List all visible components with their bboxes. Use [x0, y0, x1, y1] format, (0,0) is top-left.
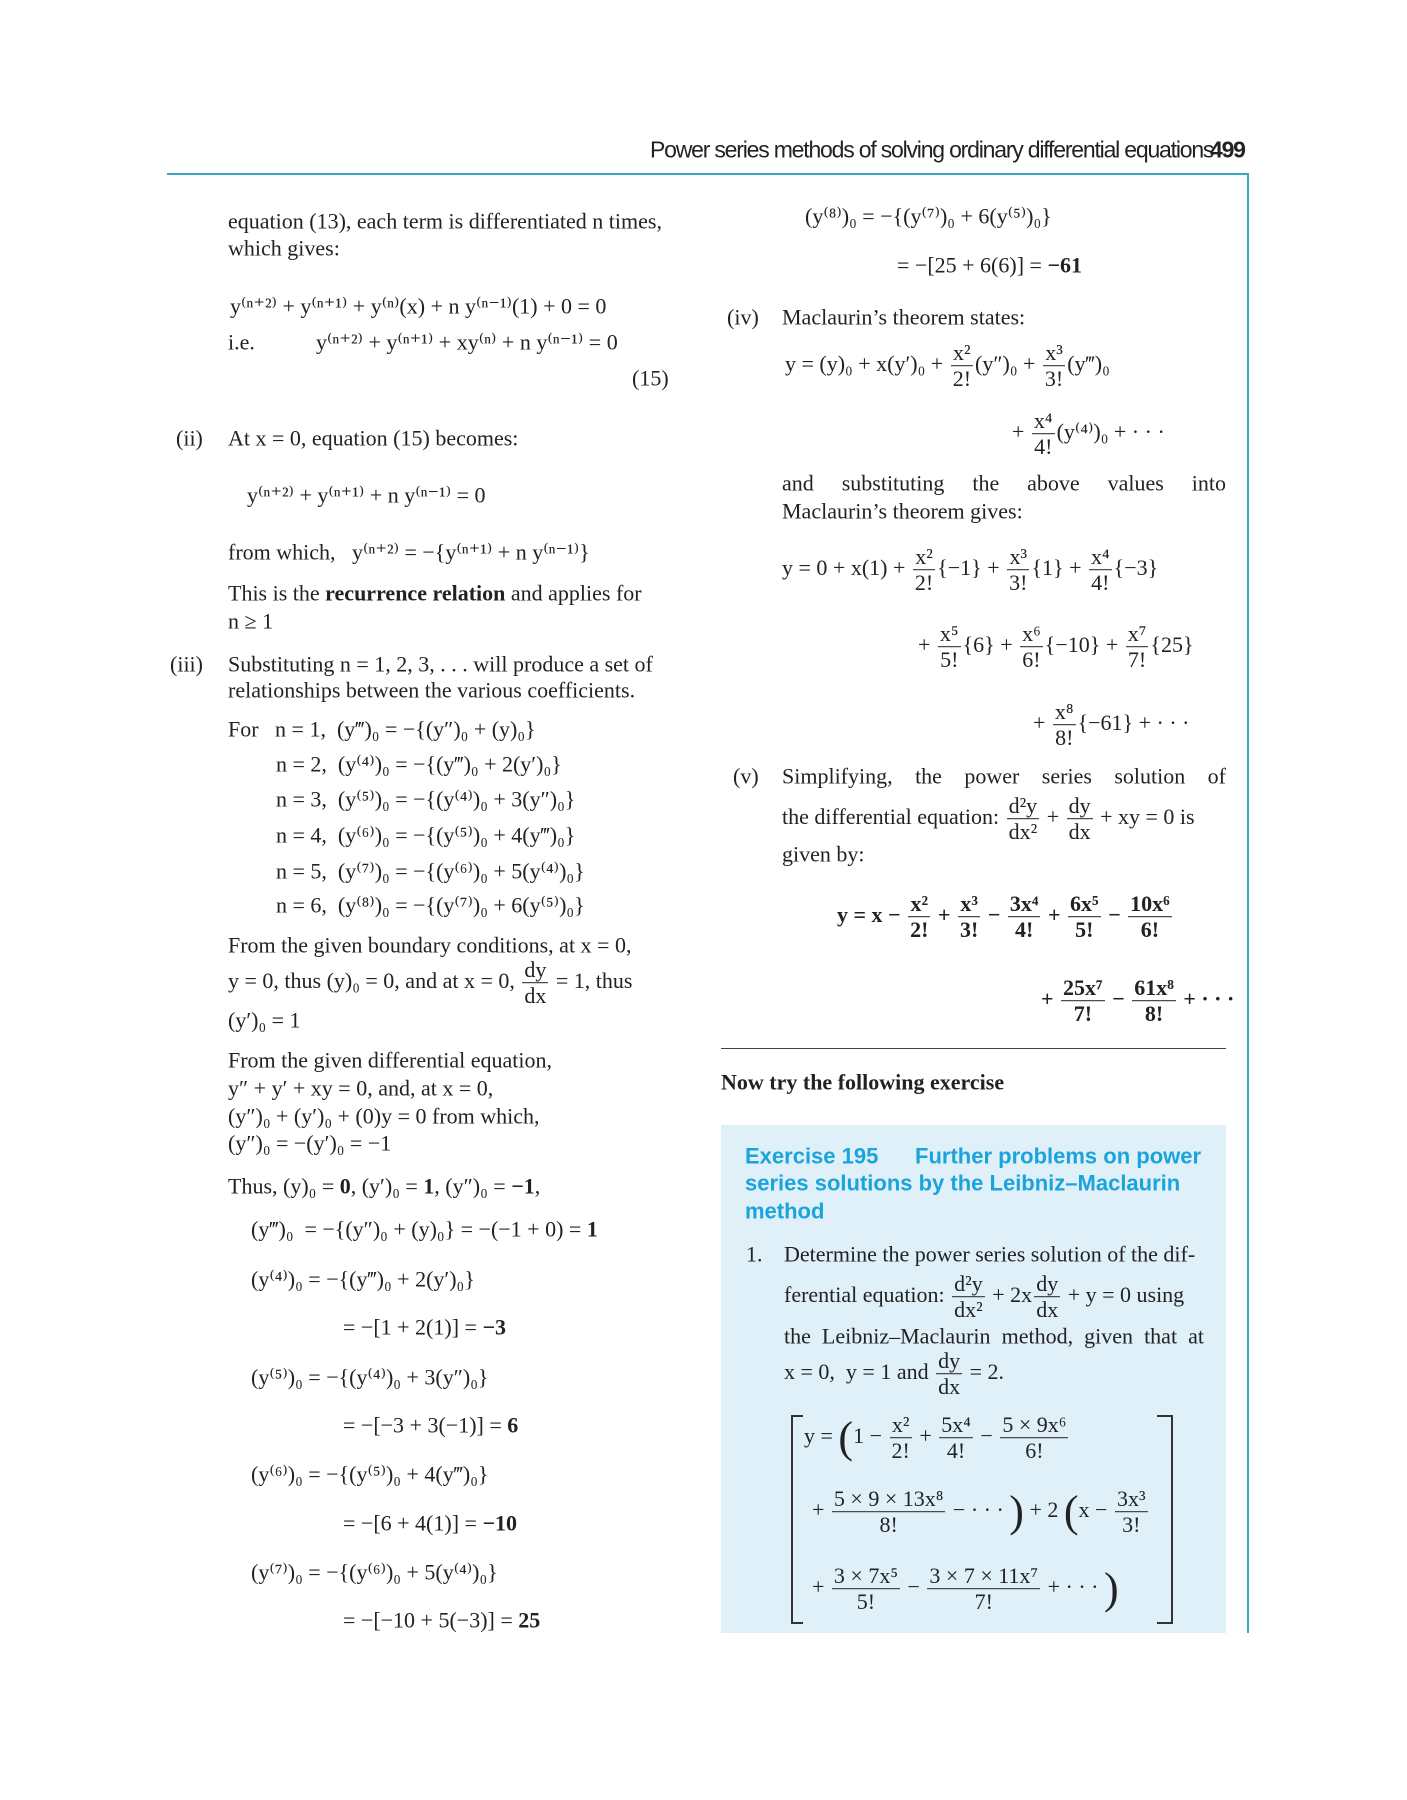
bold-text: + [932, 902, 956, 928]
math-text: y″ + y′ + xy = 0, and, at x = 0, [228, 1075, 494, 1101]
exercise-title: series solutions by the Leibniz–Maclaurin [745, 1170, 1181, 1196]
fraction-numerator: 61x⁸ [1134, 975, 1174, 1001]
fraction-numerator: 5 × 9 × 13x⁸ [833, 1486, 944, 1512]
bold-text: 0 [339, 1173, 351, 1199]
math-text: , (y′)₀ = [350, 1173, 424, 1199]
math-text: n ≥ 1 [228, 608, 274, 634]
math-text: At x = 0, equation (15) becomes: [228, 425, 519, 451]
fraction [1032, 408, 1055, 460]
bold-text: 1 [586, 1216, 598, 1242]
equation [1033, 699, 1190, 751]
fraction-numerator: 3 × 7x⁵ [833, 1563, 898, 1589]
equation [276, 858, 585, 883]
bold-text: 6 [507, 1412, 519, 1438]
step-label [727, 304, 759, 329]
fraction-denominator: 2! [914, 570, 934, 596]
math-text: {−3} [1113, 555, 1159, 581]
math-text: − · · · [947, 1497, 1010, 1523]
fraction-denominator: 4! [1014, 917, 1034, 943]
math-text: = −[1 + 2(1)] = [343, 1314, 483, 1340]
bold-text: −3 [482, 1314, 506, 1340]
math-text: {6} + [962, 632, 1019, 658]
fraction-numerator: x³ [958, 891, 980, 917]
math-text: y = (y)₀ + x(y′)₀ + [785, 351, 949, 377]
math-text: n = 3, (y⁽⁵⁾)₀ = −{(y⁽⁴⁾)₀ + 3(y″)₀} [276, 786, 576, 812]
fraction-denominator: 7! [974, 1589, 993, 1615]
math-text: (y⁽⁶⁾)₀ = −{(y⁽⁵⁾)₀ + 4(y‴)₀} [251, 1461, 489, 1487]
fraction-denominator: dx [1068, 819, 1091, 845]
fraction-denominator: 8! [1144, 1001, 1164, 1027]
fraction [890, 1412, 912, 1464]
text-line [782, 304, 1025, 329]
bold-text: 25 [518, 1607, 541, 1633]
fraction-numerator: x⁷ [1127, 621, 1147, 647]
fraction-denominator: 2! [891, 1438, 910, 1464]
math-text: n = 4, (y⁽⁶⁾)₀ = −{(y⁽⁵⁾)₀ + 4(y‴)₀} [276, 822, 576, 848]
math-text: (y″)₀ + (y′)₀ + (0)y = 0 from which, [228, 1103, 540, 1129]
fraction-numerator: dy [1036, 1271, 1059, 1297]
math-text: (y⁽⁸⁾)₀ = −{(y⁽⁷⁾)₀ + 6(y⁽⁵⁾)₀} [805, 203, 1052, 229]
fraction-numerator: dy [524, 957, 547, 983]
text-line [782, 498, 1023, 523]
math-text: + [1012, 419, 1030, 445]
fraction-numerator: 25x⁷ [1063, 975, 1103, 1001]
math-text: and substituting the above values into [782, 470, 1226, 496]
fraction [1007, 544, 1029, 596]
equation [276, 751, 562, 776]
answer-line [812, 1563, 1119, 1615]
fraction [1053, 699, 1076, 751]
math-text: Simplifying, the power series solution of [782, 763, 1226, 789]
math-text: , (y″)₀ = [434, 1173, 512, 1199]
fraction-numerator: x² [890, 1412, 912, 1438]
math-text: {1} + [1031, 555, 1087, 581]
running-header-title: Power series methods of solving ordinary differential equations [650, 136, 1214, 163]
equation [228, 539, 590, 564]
fraction-numerator: 6x⁵ [1069, 891, 1099, 917]
text-line [228, 957, 632, 1009]
equation [251, 1559, 498, 1584]
fraction-denominator: 7! [1073, 1001, 1093, 1027]
math-text: Determine the power series solution of the dif- [784, 1241, 1196, 1267]
math-text: n = 2, (y⁽⁴⁾)₀ = −{(y‴)₀ + 2(y′)₀} [276, 751, 562, 777]
math-text: = −[6 + 4(1)] = [343, 1510, 483, 1536]
fraction-denominator: 4! [1091, 570, 1110, 596]
bold-text: − [982, 902, 1006, 928]
equation [247, 482, 486, 507]
math-text: = 2. [964, 1359, 1005, 1385]
bold-text: y = x − [837, 902, 907, 928]
math-text: {25} [1150, 632, 1194, 658]
fraction-numerator: 10x⁶ [1130, 891, 1170, 917]
equation [251, 1461, 488, 1486]
fraction-denominator: 6! [1022, 647, 1041, 673]
fraction-denominator: 4! [946, 1438, 966, 1464]
math-text: (y⁽⁴⁾)₀ = −{(y‴)₀ + 2(y′)₀} [251, 1266, 475, 1292]
fraction-denominator: 6! [1140, 917, 1160, 943]
math-text: + y = 0 using [1062, 1282, 1185, 1308]
math-text: + [1041, 804, 1065, 830]
fraction [908, 891, 930, 943]
fraction-numerator: x² [913, 544, 935, 570]
bold-text: + · · · [1177, 986, 1235, 1012]
math-text: (y⁽⁵⁾)₀ = −{(y⁽⁴⁾)₀ + 3(y″)₀} [251, 1364, 489, 1390]
step-label [176, 425, 203, 450]
header-rule [167, 173, 1248, 175]
math-text: and applies for [505, 580, 642, 606]
math-text: = −[−10 + 5(−3)] = [343, 1607, 519, 1633]
fraction-denominator: 6! [1025, 1438, 1044, 1464]
fraction-denominator: dx [938, 1374, 961, 1400]
fraction [1067, 793, 1093, 845]
fraction-numerator: x² [951, 340, 973, 366]
fraction [1034, 1271, 1060, 1323]
text-line [228, 208, 662, 233]
fraction-numerator: x⁵ [939, 621, 959, 647]
math-text: y = 0, thus (y)₀ = 0, and at x = 0, [228, 968, 521, 994]
math-text: n = 5, (y⁽⁷⁾)₀ = −{(y⁽⁶⁾)₀ + 5(y⁽⁴⁾)₀} [276, 858, 585, 884]
fraction-numerator: x⁸ [1054, 699, 1074, 725]
math-text: + xy = 0 is [1094, 804, 1195, 830]
equation [785, 340, 1110, 392]
fraction-denominator: 5! [940, 647, 959, 673]
math-text: This is the [228, 580, 326, 606]
bold-text: −10 [482, 1510, 517, 1536]
text-line [228, 1103, 540, 1128]
equation [316, 329, 618, 354]
math-text: = 1, thus [550, 968, 633, 994]
text-line [228, 329, 255, 354]
text-line [228, 651, 653, 676]
equation [805, 203, 1052, 228]
math-text: For n = 1, (y‴)₀ = −{(y″)₀ + (y)₀} [228, 716, 536, 742]
math-text: (y‴)₀ [1067, 351, 1110, 377]
text-line [228, 1007, 301, 1032]
fraction-numerator: 3 × 7 × 11x⁷ [929, 1563, 1039, 1589]
exercise-intro: Now try the following exercise [721, 1069, 1005, 1095]
equation [343, 1314, 506, 1339]
equation [782, 544, 1158, 596]
fraction-denominator: 5! [1075, 917, 1094, 943]
math-text: 1 − [853, 1423, 888, 1449]
math-text: (y⁽⁴⁾)₀ + · · · [1056, 419, 1165, 445]
math-text: ferential equation: [784, 1282, 951, 1308]
text-line [228, 580, 642, 605]
fraction-denominator: dx [1036, 1297, 1059, 1323]
step-label [733, 763, 759, 788]
fraction-denominator: dx² [954, 1297, 983, 1323]
equation [230, 293, 606, 318]
math-text: + [1033, 710, 1051, 736]
fraction [958, 891, 980, 943]
math-text: + [918, 632, 936, 658]
math-text: y = [804, 1423, 839, 1449]
fraction-numerator: 3x³ [1116, 1486, 1146, 1512]
math-text: x = 0, y = 1 and [784, 1359, 935, 1385]
math-text: (15) [632, 365, 669, 391]
math-text: − [974, 1423, 999, 1449]
fraction-denominator: 7! [1127, 647, 1147, 673]
exercise-title: Exercise 195 Further problems on power [745, 1143, 1202, 1169]
fraction-numerator: 5 × 9x⁶ [1002, 1412, 1067, 1438]
text-line [228, 677, 635, 702]
fraction [913, 544, 935, 596]
fraction-denominator: 2! [952, 366, 972, 392]
question-text [784, 1241, 1195, 1266]
fraction [1126, 621, 1149, 673]
text-line [782, 763, 1226, 788]
equation [251, 1266, 475, 1291]
text-line [782, 470, 1226, 495]
fraction [936, 1348, 962, 1400]
math-text: Substituting n = 1, 2, 3, . . . will produce a set of [228, 651, 653, 677]
math-text: + [812, 1497, 830, 1523]
math-text: x − [1078, 1497, 1113, 1523]
math-text: y⁽ⁿ⁺²⁾ + y⁽ⁿ⁺¹⁾ + y⁽ⁿ⁾(x) + n y⁽ⁿ⁻¹⁾(1) + 0 = 0 [230, 293, 607, 319]
fraction-numerator: dy [1068, 793, 1091, 819]
fraction-numerator: d²y [1008, 793, 1038, 819]
equation [897, 252, 1082, 277]
math-text: (y″)₀ + [975, 351, 1041, 377]
math-text: − [902, 1574, 926, 1600]
math-text: (y‴)₀ = −{(y″)₀ + (y)₀} = −(−1 + 0) = [251, 1216, 587, 1242]
step-label [170, 651, 203, 676]
equation [1012, 408, 1165, 460]
math-text: y = 0 + x(1) + [782, 555, 911, 581]
math-text: {−61} + · · · [1077, 710, 1190, 736]
math-text: given by: [782, 841, 865, 867]
fraction-denominator: 3! [959, 917, 979, 943]
equation [343, 1412, 518, 1437]
fraction [951, 340, 973, 392]
math-text: the differential equation: [782, 804, 1005, 830]
large-parenthesis: ) [1009, 1487, 1024, 1536]
fraction [1128, 891, 1172, 943]
fraction-denominator: dx² [1008, 819, 1038, 845]
math-text: + 2x [986, 1282, 1033, 1308]
equation [251, 1364, 488, 1389]
text-line [228, 608, 273, 633]
section-divider [721, 1048, 1226, 1049]
fraction-numerator: x² [908, 891, 930, 917]
math-text: (y⁽⁷⁾)₀ = −{(y⁽⁶⁾)₀ + 5(y⁽⁴⁾)₀} [251, 1559, 498, 1585]
math-text: Maclaurin’s theorem states: [782, 304, 1026, 330]
margin-rule [1247, 173, 1249, 1633]
fraction [1020, 621, 1043, 673]
math-text: + [913, 1423, 938, 1449]
bold-text: 1 [423, 1173, 435, 1199]
math-text: Maclaurin’s theorem gives: [782, 498, 1023, 524]
math-text: equation (13), each term is differentiated n times, [228, 208, 662, 234]
text-line [228, 1075, 493, 1100]
math-text: + [812, 1574, 830, 1600]
question-text [784, 1271, 1184, 1323]
fraction [1000, 1412, 1068, 1464]
math-text: from which, y⁽ⁿ⁺²⁾ = −{y⁽ⁿ⁺¹⁾ + n y⁽ⁿ⁻¹⁾} [228, 539, 590, 565]
math-text: = −[25 + 6(6)] = [897, 252, 1048, 278]
math-text: n = 6, (y⁽⁸⁾)₀ = −{(y⁽⁷⁾)₀ + 6(y⁽⁵⁾)₀} [276, 892, 585, 918]
math-text: {−1} + [937, 555, 1006, 581]
solution-equation [1041, 975, 1234, 1027]
fraction [939, 1412, 973, 1464]
exercise-title: method [745, 1198, 825, 1224]
fraction-numerator: 5x⁴ [941, 1412, 971, 1438]
fraction [1068, 891, 1101, 943]
bold-text: recurrence relation [325, 580, 506, 606]
math-text: i.e. [228, 329, 255, 355]
equation [276, 822, 575, 847]
bold-text: + [1041, 986, 1060, 1012]
bold-text: −1 [511, 1173, 535, 1199]
text-line [782, 793, 1195, 845]
text-line [782, 841, 865, 866]
fraction-denominator: 3! [1009, 570, 1028, 596]
math-text: y⁽ⁿ⁺²⁾ + y⁽ⁿ⁺¹⁾ + xy⁽ⁿ⁾ + n y⁽ⁿ⁻¹⁾ = 0 [316, 329, 618, 355]
math-text: {−10} + [1044, 632, 1124, 658]
fraction-denominator: 2! [910, 917, 929, 943]
fraction-denominator: 8! [879, 1512, 898, 1538]
fraction [952, 1271, 985, 1323]
fraction-denominator: dx [524, 983, 547, 1009]
equation [918, 621, 1194, 673]
text-line [228, 1130, 391, 1155]
fraction [927, 1563, 1040, 1615]
math-text: = −[−3 + 3(−1)] = [343, 1412, 508, 1438]
fraction [1008, 891, 1041, 943]
math-text: relationships between the various coefficients. [228, 677, 636, 703]
bold-text: + [1042, 902, 1066, 928]
fraction [832, 1486, 945, 1538]
fraction-denominator: 5! [856, 1589, 876, 1615]
math-text: , [534, 1173, 541, 1199]
math-text: (iii) [170, 651, 203, 677]
question-number: 1. [746, 1241, 763, 1267]
answer-line [804, 1412, 1070, 1464]
fraction [1007, 793, 1040, 845]
bold-text: − [1102, 902, 1127, 928]
fraction-numerator: x⁶ [1022, 621, 1041, 647]
text-line [228, 235, 340, 260]
fraction-numerator: x⁴ [1033, 408, 1053, 434]
math-text: Thus, (y)₀ = [228, 1173, 340, 1199]
fraction [938, 621, 961, 673]
question-text [784, 1323, 1204, 1348]
fraction [1043, 340, 1065, 392]
large-parenthesis: ) [1103, 1564, 1119, 1613]
fraction [1115, 1486, 1148, 1538]
fraction-numerator: 3x⁴ [1009, 891, 1039, 917]
page-number: 499 [1210, 136, 1245, 163]
equation [343, 1607, 540, 1632]
fraction-denominator: 3! [1044, 366, 1064, 392]
equation [343, 1510, 517, 1535]
fraction [1132, 975, 1176, 1027]
bold-text: − [1106, 986, 1131, 1012]
text-line [228, 932, 631, 957]
math-text: (iv) [727, 304, 759, 330]
answer-line [812, 1486, 1150, 1538]
text-line [228, 1173, 540, 1198]
fraction-numerator: dy [938, 1348, 961, 1374]
fraction-denominator: 8! [1055, 725, 1074, 751]
math-text: + · · · [1042, 1574, 1104, 1600]
question-text [784, 1348, 1004, 1400]
math-text: + 2 [1023, 1497, 1064, 1523]
math-text: (y′)₀ = 1 [228, 1007, 301, 1033]
math-text: (ii) [176, 425, 203, 451]
equation [228, 716, 536, 741]
fraction-numerator: x³ [1007, 544, 1029, 570]
fraction-denominator: 3! [1122, 1512, 1141, 1538]
fraction [1061, 975, 1105, 1027]
fraction [832, 1563, 900, 1615]
fraction-numerator: x³ [1043, 340, 1065, 366]
bold-text: −61 [1047, 252, 1082, 278]
fraction-numerator: x⁴ [1091, 544, 1110, 570]
equation [251, 1216, 598, 1241]
text-line [228, 1047, 552, 1072]
fraction-numerator: d²y [954, 1271, 983, 1297]
fraction-denominator: 4! [1034, 434, 1053, 460]
large-parenthesis: ( [1063, 1487, 1079, 1536]
math-text: From the given differential equation, [228, 1047, 553, 1073]
fraction [1089, 544, 1112, 596]
fraction [522, 957, 548, 1009]
large-parenthesis: ( [838, 1413, 854, 1462]
math-text: which gives: [228, 235, 340, 261]
math-text: (y″)₀ = −(y′)₀ = −1 [228, 1130, 392, 1156]
equation-number [632, 365, 669, 390]
math-text: the Leibniz–Maclaurin method, given that at [784, 1323, 1204, 1349]
text-line [228, 425, 518, 450]
math-text: From the given boundary conditions, at x = 0, [228, 932, 632, 958]
math-text: (v) [733, 763, 759, 789]
math-text: y⁽ⁿ⁺²⁾ + y⁽ⁿ⁺¹⁾ + n y⁽ⁿ⁻¹⁾ = 0 [247, 482, 486, 508]
solution-equation [837, 891, 1174, 943]
equation [276, 786, 575, 811]
equation [276, 892, 585, 917]
